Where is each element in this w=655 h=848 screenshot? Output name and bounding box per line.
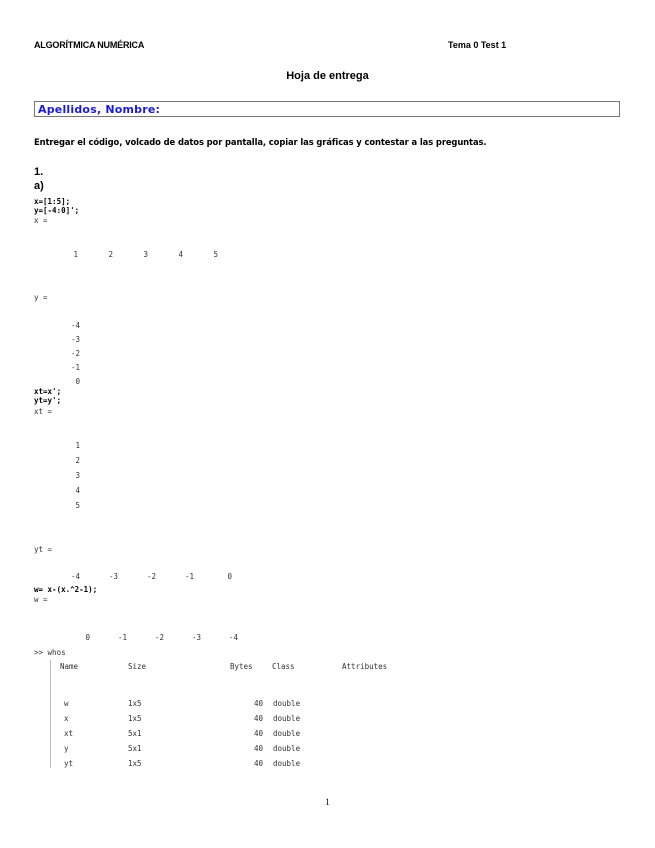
whos-cell-size: 1x5 xyxy=(128,714,142,723)
whos-header-size: Size xyxy=(128,662,147,671)
whos-cell-class: double xyxy=(273,699,301,708)
w-value: -1 xyxy=(117,633,127,642)
header-course: ALGORÍTMICA NUMÉRICA xyxy=(34,40,145,50)
output-label-yt: yt = xyxy=(34,545,53,554)
y-value: -1 xyxy=(70,363,80,372)
whos-cell-class: double xyxy=(273,744,301,753)
whos-header-name: Name xyxy=(60,662,79,671)
page-number: 1 xyxy=(325,797,330,807)
xt-value: 4 xyxy=(75,486,80,495)
w-value: 0 xyxy=(85,633,90,642)
yt-value: -1 xyxy=(184,572,194,581)
xt-value: 5 xyxy=(75,501,80,510)
code-line-yt: yt=y'; xyxy=(34,396,62,405)
y-value: 0 xyxy=(75,377,80,386)
whos-cell-name: yt xyxy=(64,759,74,768)
x-value: 2 xyxy=(108,250,113,259)
w-value: -4 xyxy=(228,633,238,642)
whos-cell-bytes: 40 xyxy=(254,759,264,768)
xt-value: 3 xyxy=(75,471,80,480)
yt-value: -2 xyxy=(146,572,156,581)
page-title: Hoja de entrega xyxy=(286,70,369,82)
output-label-x: x = xyxy=(34,216,48,225)
instructions: Entregar el código, volcado de datos por pantalla, copiar las gráficas y contestar a las preguntas. xyxy=(34,137,487,147)
output-label-xt: xt = xyxy=(34,407,53,416)
w-value: -3 xyxy=(191,633,201,642)
whos-cell-bytes: 40 xyxy=(254,699,264,708)
y-value: -3 xyxy=(70,335,80,344)
code-line-x: x=[1:5]; xyxy=(34,197,71,206)
whos-cell-bytes: 40 xyxy=(254,744,264,753)
whos-cell-name: xt xyxy=(64,729,74,738)
whos-cell-size: 5x1 xyxy=(128,729,142,738)
whos-cell-size: 1x5 xyxy=(128,759,142,768)
yt-value: -3 xyxy=(108,572,118,581)
y-value: -2 xyxy=(70,349,80,358)
whos-command: >> whos xyxy=(34,648,66,657)
header-test: Tema 0 Test 1 xyxy=(448,40,507,50)
section-number: 1. xyxy=(34,166,44,178)
whos-cell-name: y xyxy=(64,744,69,753)
xt-value: 2 xyxy=(75,456,80,465)
whos-cell-class: double xyxy=(273,729,301,738)
yt-value: -4 xyxy=(70,572,80,581)
whos-header-attributes: Attributes xyxy=(342,662,388,671)
whos-cell-class: double xyxy=(273,714,301,723)
whos-cell-size: 5x1 xyxy=(128,744,142,753)
whos-header-class: Class xyxy=(272,662,295,671)
whos-cell-bytes: 40 xyxy=(254,729,264,738)
output-label-w: w = xyxy=(34,595,48,604)
y-value: -4 xyxy=(70,321,80,330)
w-value: -2 xyxy=(154,633,164,642)
xt-value: 1 xyxy=(75,441,80,450)
x-value: 1 xyxy=(73,250,78,259)
whos-divider xyxy=(50,660,51,768)
whos-cell-name: w xyxy=(64,699,69,708)
code-line-w: w= x-(x.^2-1); xyxy=(34,585,98,594)
whos-header-bytes: Bytes xyxy=(230,662,253,671)
code-line-xt: xt=x'; xyxy=(34,387,62,396)
whos-cell-class: double xyxy=(273,759,301,768)
yt-value: 0 xyxy=(227,572,232,581)
part-label: a) xyxy=(34,180,44,192)
name-field-label: Apellidos, Nombre: xyxy=(38,103,161,116)
x-value: 3 xyxy=(143,250,148,259)
x-value: 4 xyxy=(178,250,183,259)
name-field[interactable] xyxy=(34,101,620,117)
x-value: 5 xyxy=(213,250,218,259)
whos-cell-name: x xyxy=(64,714,69,723)
whos-cell-size: 1x5 xyxy=(128,699,142,708)
whos-cell-bytes: 40 xyxy=(254,714,264,723)
output-label-y: y = xyxy=(34,293,48,302)
code-line-y: y=[-4:0]'; xyxy=(34,206,80,215)
